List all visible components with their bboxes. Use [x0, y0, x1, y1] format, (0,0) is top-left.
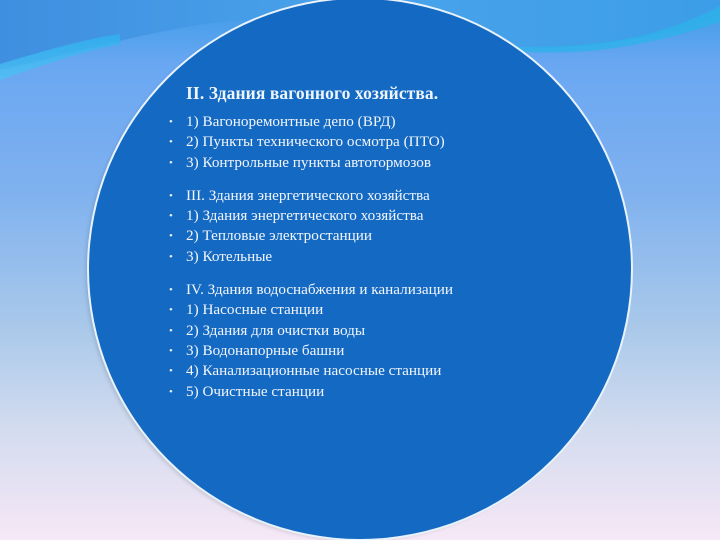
list-item-text: 1) Здания энергетического хозяйства [186, 207, 424, 225]
bullet-icon: • [169, 284, 173, 297]
list-item-text: 2) Пункты технического осмотра (ПТО) [186, 133, 445, 151]
slide-content [165, 83, 585, 402]
list-item [165, 341, 585, 361]
list-item-text: 4) Канализационные насосные станции [186, 362, 442, 380]
list-item-text: III. Здания энергетического хозяйства [186, 186, 430, 204]
list-item [165, 153, 585, 173]
list-item [165, 361, 585, 381]
bullet-icon: • [169, 250, 173, 263]
list-item-text: 3) Водонапорные башни [186, 341, 345, 359]
list-item [165, 300, 585, 320]
list-item-text: 2) Тепловые электростанции [186, 227, 373, 245]
list-item-text: 1) Насосные станции [186, 301, 324, 319]
bullet-icon: • [169, 116, 173, 128]
group-wagon-facilities [165, 112, 585, 173]
list-item-text: 1) Вагоноремонтные депо (ВРД) [186, 113, 396, 130]
bullet-icon: • [169, 156, 173, 169]
group-water-sewer-facilities [165, 280, 585, 402]
bullet-icon: • [169, 210, 173, 223]
list-item [165, 186, 585, 206]
list-item-text: 5) Очистные станции [186, 382, 325, 400]
bullet-icon: • [169, 344, 173, 357]
list-item-text: 3) Контрольные пункты автотормозов [186, 153, 432, 171]
list-item [165, 280, 585, 300]
group-energy-facilities [165, 186, 585, 267]
bullet-icon: • [169, 324, 173, 337]
list-item [165, 247, 585, 267]
bullet-icon: • [169, 304, 173, 317]
bullet-icon: • [169, 189, 173, 202]
bullet-icon: • [169, 385, 173, 398]
list-item-text: 2) Здания для очистки воды [186, 321, 366, 339]
list-item [165, 206, 585, 226]
bullet-icon: • [169, 136, 173, 149]
list-item [165, 226, 585, 246]
list-item [165, 132, 585, 152]
list-item [165, 382, 585, 402]
bullet-icon: • [169, 230, 173, 243]
list-item [165, 321, 585, 341]
list-item-text: IV. Здания водоснабжения и канализации [186, 281, 453, 299]
list-item-text: 3) Котельные [186, 247, 273, 265]
slide-title: II. Здания вагонного хозяйства. [186, 83, 439, 103]
bullet-icon: • [169, 365, 173, 378]
list-item [165, 112, 585, 132]
